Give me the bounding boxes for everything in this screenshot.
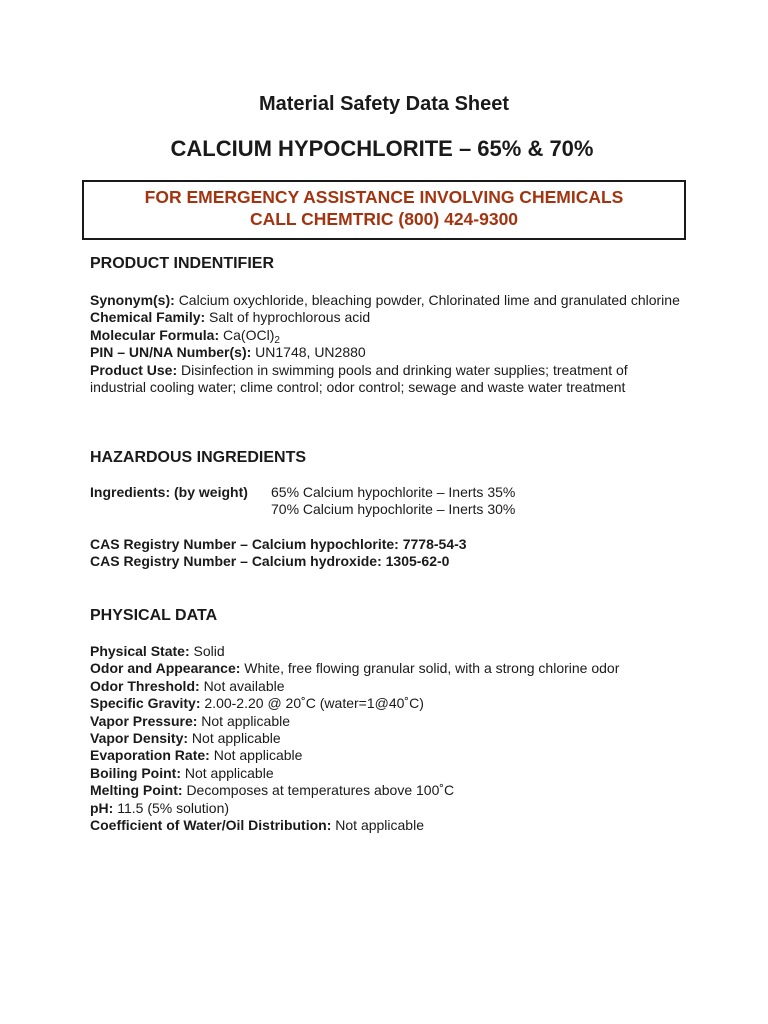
emergency-line-1: FOR EMERGENCY ASSISTANCE INVOLVING CHEMICALS: [144, 187, 624, 207]
product-title: CALCIUM HYPOCHLORITE – 65% & 70%: [170, 136, 594, 161]
product-use-row: [90, 362, 680, 397]
property-value: Not applicable: [335, 817, 424, 834]
pin-number-row: [90, 344, 680, 361]
property-value: Not applicable: [201, 712, 291, 729]
chemical-family-value: Salt of hyprochlorous acid: [209, 309, 371, 326]
property-label: Physical State:: [90, 643, 190, 659]
ingredient-item: 70% Calcium hypochlorite – Inerts 30%: [271, 501, 516, 518]
property-label: Coefficient of Water/Oil Distribution:: [90, 817, 332, 834]
synonyms-value: Calcium oxychloride, bleaching powder, Chlorinated lime and granulated chlorine: [178, 292, 680, 308]
property-label: Vapor Density:: [90, 730, 189, 747]
cas-registry-calcium-hypochlorite: CAS Registry Number – Calcium hypochlorite: 7778-54-3: [90, 536, 467, 552]
product-use-label: Product Use:: [90, 361, 178, 378]
property-row-odor-threshold: [90, 678, 680, 695]
pin-number-label: PIN – UN/NA Number(s):: [90, 344, 252, 361]
property-row-specific-gravity: [90, 695, 680, 712]
molecular-formula-subscript: 2: [274, 334, 280, 346]
section-heading-physical-data: PHYSICAL DATA: [90, 607, 218, 624]
property-value: Not applicable: [213, 747, 303, 764]
ingredient-item: 65% Calcium hypochlorite – Inerts 35%: [271, 484, 516, 500]
document-title: Material Safety Data Sheet: [258, 93, 510, 115]
property-row-vapor-density: [90, 730, 680, 747]
molecular-formula-row: [90, 327, 680, 344]
property-value: Not applicable: [184, 764, 274, 781]
property-value: 11.5 (5% solution): [117, 799, 230, 816]
property-row-evaporation-rate: [90, 747, 680, 764]
property-label: pH:: [90, 799, 114, 816]
cas-registry-calcium-hydroxide: CAS Registry Number – Calcium hydroxide: 1305-62-0: [90, 553, 450, 570]
chemical-family-row: [90, 309, 680, 326]
product-use-value: Disinfection in swimming pools and drinking water supplies; treatment of industrial cooling water; clime control; odor control; sewage and waste water treatment: [90, 361, 628, 396]
synonyms-label: Synonym(s):: [90, 292, 175, 308]
cas-registry-block: [90, 536, 680, 571]
property-value: 2.00-2.20 @ 20˚C (water=1@40˚C): [204, 695, 424, 712]
property-value: Not applicable: [191, 730, 281, 747]
product-identifier-block: [90, 292, 680, 396]
ingredients-label: Ingredients: (by weight): [90, 484, 248, 500]
ingredients-list: [271, 484, 515, 519]
property-label: Specific Gravity:: [90, 695, 201, 712]
property-value: Decomposes at temperatures above 100˚C: [186, 782, 455, 799]
emergency-line-2: CALL CHEMTRIC (800) 424-9300: [249, 209, 519, 229]
emergency-notice-box: [82, 180, 686, 240]
property-value: Solid: [193, 643, 225, 659]
section-heading-hazardous-ingredients: HAZARDOUS INGREDIENTS: [90, 449, 307, 466]
property-row-boiling-point: [90, 765, 680, 782]
chemical-family-label: Chemical Family:: [90, 309, 206, 326]
property-row-water-oil-distribution: [90, 817, 680, 834]
ingredients-row: [90, 484, 680, 519]
property-label: Vapor Pressure:: [90, 712, 198, 729]
physical-data-block: [90, 643, 680, 834]
ingredients-block: [90, 484, 680, 519]
property-row-physical-state: [90, 643, 680, 660]
pin-number-value: UN1748, UN2880: [255, 344, 366, 361]
molecular-formula-value: Ca(OCl): [223, 326, 275, 343]
property-row-odor-appearance: [90, 660, 680, 677]
property-label: Odor Threshold:: [90, 677, 200, 694]
property-value: White, free flowing granular solid, with a strong chlorine odor: [244, 660, 620, 677]
property-label: Melting Point:: [90, 782, 183, 799]
property-row-vapor-pressure: [90, 713, 680, 730]
property-value: Not available: [203, 677, 285, 694]
property-label: Boiling Point:: [90, 764, 181, 781]
property-label: Odor and Appearance:: [90, 660, 241, 677]
molecular-formula-label: Molecular Formula:: [90, 326, 220, 343]
synonyms-row: [90, 292, 680, 309]
section-heading-product-identifier: PRODUCT INDENTIFIER: [90, 255, 274, 272]
property-label: Evaporation Rate:: [90, 747, 210, 764]
property-row-ph: [90, 800, 680, 817]
property-row-melting-point: [90, 782, 680, 799]
